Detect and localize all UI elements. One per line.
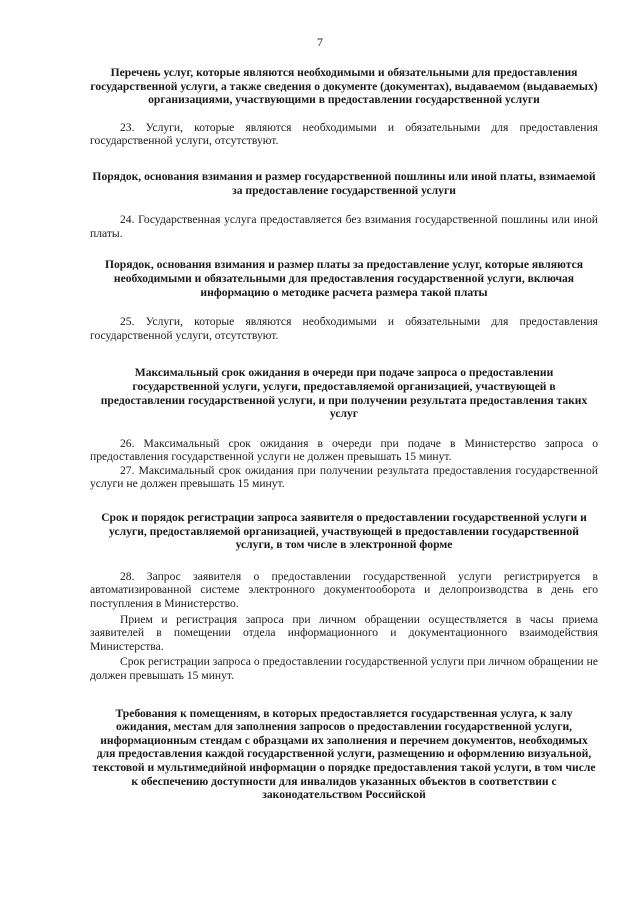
section-heading-payment-order: Порядок, основания взимания и размер платы за предоставление услуг, которые являются необходимыми и обязательными для предоставления государственной услуги, включая информацию о методике расчета размера такой платы (104, 258, 584, 299)
page-number: 7 (317, 35, 323, 49)
paragraph-27: 27. Максимальный срок ожидания при получении результата предоставления государственной услуги не должен превышать 15 минут. (90, 463, 598, 491)
paragraph-28: 28. Запрос заявителя о предоставлении государственной услуги регистрируется в автоматизированной системе электронного документооборота и делопроизводства в день его поступления в Министерство. (90, 569, 598, 611)
paragraph-25: 25. Услуги, которые являются необходимыми и обязательными для предоставления государственной услуги, отсутствуют. (90, 315, 598, 342)
section-heading-premises-requirements: Требования к помещениям, в которых предоставляется государственная услуга, к залу ожидания, местам для заполнения запросов о предоставлении государственной услуги, информационным стендам с образцами их заполнения и перечнем документов, необходимых для предоставления каждой государственной услуги, размещению и оформлению визуальной, текстовой и мультимедийной информации о порядке предоставления такой услуги, в том числе к обеспечению доступности для инвалидов указанных объектов в соответствии с законодательством Российской (92, 706, 596, 802)
paragraph-26: 26. Максимальный срок ожидания в очереди при подаче в Министерство запроса о предоставления государственной услуги не должен превышать 15 минут. (90, 436, 598, 464)
document-body (90, 66, 598, 802)
section-heading-registration: Срок и порядок регистрации запроса заявителя о предоставлении государственной услуги и услуги, предоставляемой организацией, участвующей в предоставлении государственной услуги, в том числе в электронной форме (101, 511, 587, 552)
paragraph-24: 24. Государственная услуга предоставляется без взимания государственной пошлины или иной платы. (90, 213, 598, 240)
section-heading-state-duty: Порядок, основания взимания и размер государственной пошлины или иной платы, взимаемой за предоставление государственной услуги (92, 169, 596, 197)
paragraph-registration-term: Срок регистрации запроса о предоставлении государственной услуги при личном обращении не должен превышать 15 минут. (90, 655, 598, 682)
paragraph-23: 23. Услуги, которые являются необходимыми и обязательными для предоставления государственной услуги, отсутствуют. (90, 120, 598, 148)
section-heading-max-wait-time: Максимальный срок ожидания в очереди при подаче запроса о предоставлении государственной услуги, услуги, предоставляемой организацией, участвующей в предоставлении государственной услуги, и при получении результата предоставления таких услуг (100, 366, 588, 421)
paragraph-reception: Прием и регистрация запроса при личном обращении осуществляется в часы приема заявителей в помещении отдела информационного и документационного взаимодействия Министерства. (90, 612, 598, 653)
section-heading-services-list: Перечень услуг, которые являются необходимыми и обязательными для предоставления государственной услуги, а также сведения о документе (документах), выдаваемом (выдаваемых) организациями, участвующими в предоставлении государственной услуги (90, 66, 598, 107)
